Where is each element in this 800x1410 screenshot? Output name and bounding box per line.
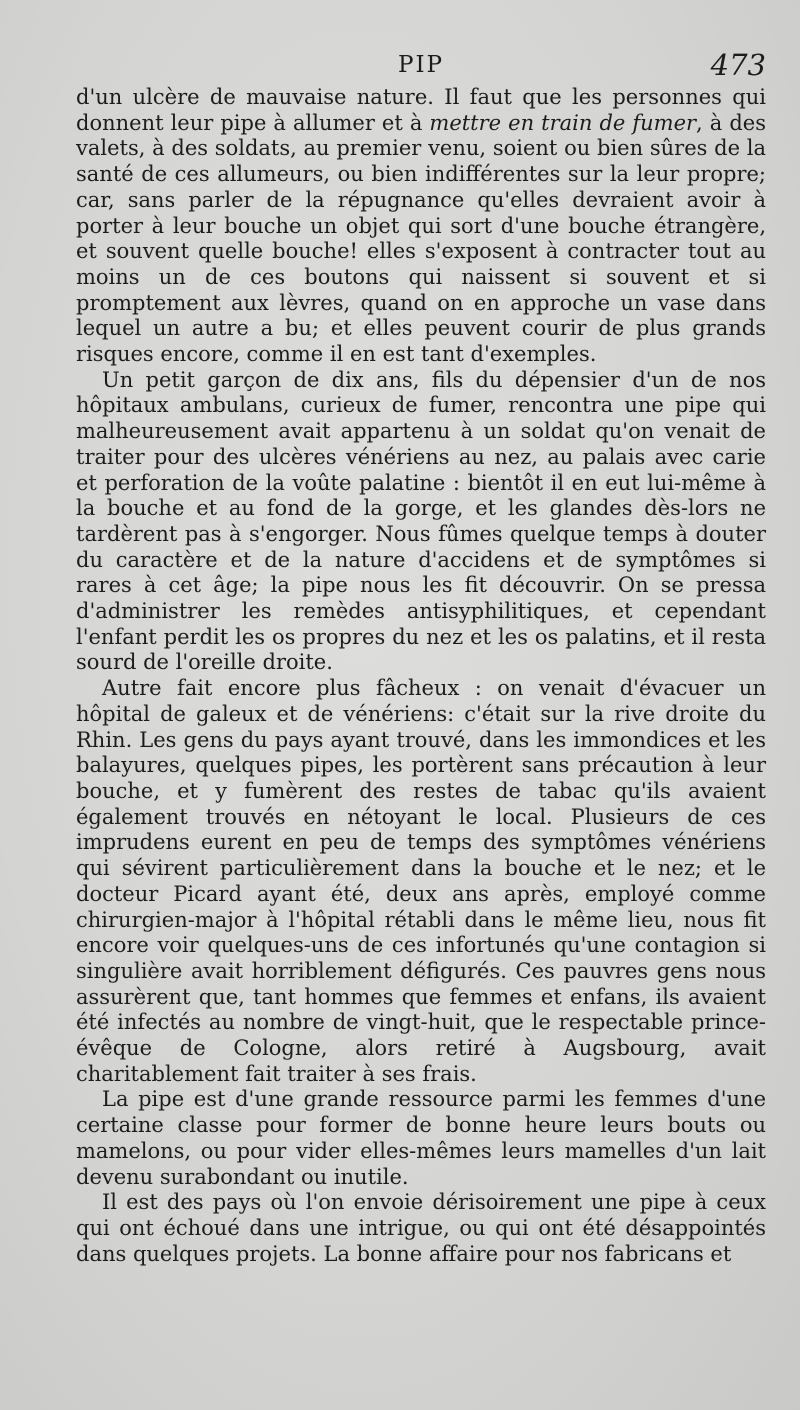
paragraph: Autre fait encore plus fâcheux : on venait d'évacuer un hôpital de galeux et de vénériens: c'était sur la rive droite du Rhin. Les gens du pays ayant trouvé, dans les immondices et les balayures, quelques pipes, les portèrent sans précaution à leur bouche, et y fumèrent des restes de tabac qu'ils avaient également trouvés en nétoyant le local. Plusieurs de ces imprudens eurent en peu de temps des symptômes vénériens qui sévirent particulièrement dans la bouche et le nez; et le docteur Picard ayant été, deux ans après, employé comme chirurgien-major à l'hôpital rétabli dans le même lieu, nous fit encore voir quelques-uns de ces infortunés qu'une contagion si singulière avait horriblement défigurés. Ces pauvres gens nous assurèrent que, tant hommes que femmes et enfans, ils avaient été infectés au nombre de vingt-huit, que le respectable prince-évêque de Cologne, alors retiré à Augsbourg, avait charitablement fait traiter à ses frais.	[76, 676, 766, 1086]
page-header	[76, 46, 766, 86]
paragraph: La pipe est d'une grande ressource parmi les femmes d'une certaine classe pour former de bonne heure leurs bouts ou mamelons, ou pour vider elles-mêmes leurs mamelles d'un lait devenu surabondant ou inutile.	[76, 1087, 766, 1189]
paragraph: Il est des pays où l'on envoie dérisoirement une pipe à ceux qui ont échoué dans une intrigue, ou qui ont été désappointés dans quelques projets. La bonne affaire pour nos fabricans et	[76, 1190, 766, 1266]
italic-phrase: mettre en train de fumer	[429, 110, 697, 135]
paragraph-text: , à des valets, à des soldats, au premier venu, soient ou bien sûres de la santé de ces allumeurs, ou bien indifférentes sur la leur propre; car, sans parler de la répugnance qu'elles devraient avoir à porter à leur bouche un objet qui sort d'une bouche étrangère, et souvent quelle bouche! elles s'exposent à contracter tout au moins un de ces boutons qui naissent si souvent et si promptement aux lèvres, quand on en approche un vase dans lequel un autre a bu; et elles peuvent courir de plus grands risques encore, comme il en est tant d'exemples.	[76, 110, 766, 367]
paragraph-text: d'un ulcère de mauvaise nature. Il faut que les personnes qui donnent leur pipe à allumer et à	[76, 85, 766, 135]
running-head: PIP	[397, 52, 445, 78]
page-number: 473	[710, 48, 766, 82]
body-text	[76, 85, 766, 1267]
paragraph: Un petit garçon de dix ans, fils du dépensier d'un de nos hôpitaux ambulans, curieux de fumer, rencontra une pipe qui malheureusement avait appartenu à un soldat qu'on venait de traiter pour des ulcères vénériens au nez, au palais avec carie et perforation de la voûte palatine : bientôt il en eut lui-même à la bouche et au fond de la gorge, et les glandes dès-lors ne tardèrent pas à s'engorger. Nous fûmes quelque temps à douter du caractère et de la nature d'accidens et de symptômes si rares à cet âge; la pipe nous les fit découvrir. On se pressa d'administrer les remèdes antisyphilitiques, et cependant l'enfant perdit les os propres du nez et les os palatins, et il resta sourd de l'oreille droite.	[76, 367, 766, 675]
paragraph	[76, 85, 766, 368]
